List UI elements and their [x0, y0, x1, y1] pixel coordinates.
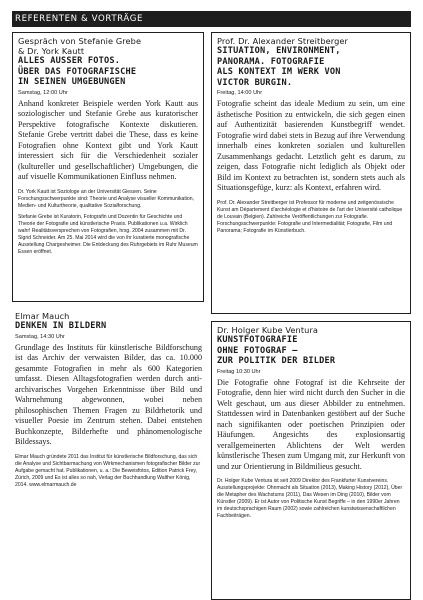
event-description: Grundlage des Instituts für künstlerische Bildforschung ist das Archiv der verwaisten Bilder, das ca. 10.000 gesammte Fotografien in mehr als 600 Kategorien umfasst. Diesen Alltagsfotografien werden durch anti-archivarisches Vorgehen Erkenntnisse über Bild und Wahrnehmung abgewonnen, wobei neben philosophischen Themen Fragen zu Bildrhetorik und visueller Poesie im Zentrum stehen. Dabei entstehen Buchkonzepte, Bilderhefte und phänomenologische Bildessays. [15, 342, 202, 446]
event-time: Samstag, 14:30 Uhr [15, 333, 65, 340]
section-header: REFERENTEN & VORTRÄGE [12, 11, 411, 27]
title-line: ÜBER DAS FOTOGRAFISCHE [18, 66, 137, 77]
title-line: ALLES AUSSER FOTOS. [18, 56, 121, 66]
event-card-kube-ventura [211, 321, 411, 600]
event-title [18, 56, 198, 88]
event-title [217, 335, 405, 367]
speaker-line: & Dr. York Kautt [18, 46, 85, 56]
event-bios [217, 478, 405, 521]
event-time: Samstag, 12:00 Uhr [18, 89, 68, 96]
title-line: SITUATION, ENVIRONMENT, [217, 46, 341, 56]
title-line: ALS KONTEXT IM WERK VON [217, 67, 341, 77]
event-card-mauch [12, 308, 204, 496]
title-line: ZUR POLITIK DER BILDER [217, 356, 336, 366]
speaker-line: Prof. Dr. Alexander Streitberger [217, 36, 348, 46]
bio-paragraph: Elmar Mauch gründete 2011 das Institut für künstlerische Bildforschung, das sich die Analyse und Sichtbarmachung von Wirkmechanismen fotografischer Bilder zur Aufgabe gemacht hat. Publikationen, u. a.: Die Beweisfotos, Edition Patrick Frey, Zürich, 2009 und Es ist alles so nah, Verlag der Buchhandlung Walther König, 2014. www.elmarmauch.de [15, 453, 201, 488]
title-line: OHNE FOTOGRAF – [217, 345, 298, 356]
event-bios [15, 454, 202, 489]
title-line: DENKEN IN BILDERN [15, 321, 107, 331]
title-line: KUNSTFOTOGRAFIE [217, 335, 298, 345]
event-description: Die Fotografie ohne Fotograf ist die Kehrseite der Fotografie, denn hier wird nicht durch den Sucher in die Welt geschaut, um aus dieser Abbilder zu entnehmen. Stattdessen wird in Datenbanken gestöbert auf der Suche nach signifikanten oder poetischen Prinzipien oder Häufungen. Angesichts des explosionsartig verallgemeinerten Ablichtens der Welt werden künstlerische Thesen zum Umgang mit, zur Herkunft von und zur Orientierung in Bildmilieus gesucht. [217, 377, 405, 471]
event-speakers [15, 311, 202, 321]
speaker-line: Elmar Mauch [15, 311, 70, 321]
event-description: Fotografie scheint das ideale Medium zu sein, um eine ästhetische Position zu entwickeln, die sich gegen einen auf Authentizität basierenden Kunstbegriff wendet. Fotografie wird dabei stets in Bezug auf ihre Verwendung innerhalb eines konkreten sozialen und kulturellen Zusammenhangs gedacht. Letztlich geht es darum, zu zeigen, dass Fotografie nicht lediglich als Objekt oder Bild im Kontext zu betrachten ist, sondern stets auch als Situationsgefüge, kurz: als Kontext, erfahren wird. [217, 99, 405, 192]
title-line: IN SEINEN UMGEBUNGEN [18, 77, 126, 87]
title-line: PANORAMA. FOTOGRAFIE [217, 56, 325, 67]
title-line: VICTOR BURGIN. [217, 77, 293, 88]
speaker-line: Dr. Holger Kube Ventura [217, 325, 319, 335]
event-description: Anhand konkreter Beispiele werden York Kautt aus soziologischer und Stefanie Grebe aus kuratorischer Perspektive fotografische Kontexte diskutieren. Stefanie Grebe vertritt dabei die These, dass es keine Fotografien ohne Kontext gibt und York Kautt interessiert sich für die Verschiedenheit sozialer (kultureller und gesellschaftlicher) Umgebungen, die auf visuelle Kommunikationen Einfluss nehmen. [18, 98, 198, 181]
event-bios [217, 200, 405, 235]
event-time: Freitag, 14:00 Uhr [217, 90, 263, 96]
event-card-streitberger [211, 32, 411, 314]
bio-paragraph: Stefanie Grebe ist Kuratorin, Fotografin und Dozentin für Geschichte und Theorie der Fotografie und künstlerische Praxis. Publikationen u.a. Wirklich wahr! Realitätsversprechen von Fotografien, hrsg. 2004 zusammen mit Dr. Sigrid Schneider. Am 25. Mai 2014 wird die von ihr kuratierte monografische Ausstellung Chargesheimer. Die Entdeckung des Ruhrgebiets im Ruhr Museum Essen eröffnet. [18, 213, 198, 256]
bio-paragraph: Prof. Dr. Alexander Streitberger ist Professor für moderne und zeitgenössische Kunst am Département d'archéologie et d'histoire de l'art der Université catholique de Louvain (Belgien). Zahlreiche Veröffentlichungen zur Fotografie. Forschungsschwerpunkte: Fotografie und Intermedialität; Fotografie, Film und Panorama; Fotografie im Künstlerbuch. [217, 199, 403, 234]
speaker-line: Gespräch von Stefanie Grebe [18, 36, 142, 46]
bio-paragraph: Dr. Holger Kube Ventura ist seit 2009 Direktor des Frankfurter Kunstvereins. Ausstellungsprojekte: Ohnmacht als Situation (2013), Making History (2012), Über die Metapher des Wachstums (2011), Das Wesen im Ding (2010), Bilder vom Künstler (2009). Er ist Autor von Politische Kunst Begriffe – in den 1990er Jahren im deutschsprachigen Raum (2002) sowie zahlreichen kunstwissenschaftlichen Fachbeiträgen. [217, 478, 403, 520]
event-time: Freitag 10:30 Uhr [217, 368, 261, 375]
event-speakers [18, 36, 198, 56]
bio-paragraph: Dr. York Kautt ist Soziologe an der Universität Giessen. Seine Forschungsschwerpunkte sind: Theorie und Analyse visueller Kommunikation, Medien- und Kulturtheorie, qualitative Sozialforschung. [18, 188, 195, 209]
event-speakers [217, 36, 405, 46]
event-bios [18, 189, 198, 257]
event-title [217, 46, 405, 88]
event-title [15, 321, 202, 332]
event-card-grebe-kautt [12, 32, 204, 302]
event-speakers [217, 325, 405, 335]
